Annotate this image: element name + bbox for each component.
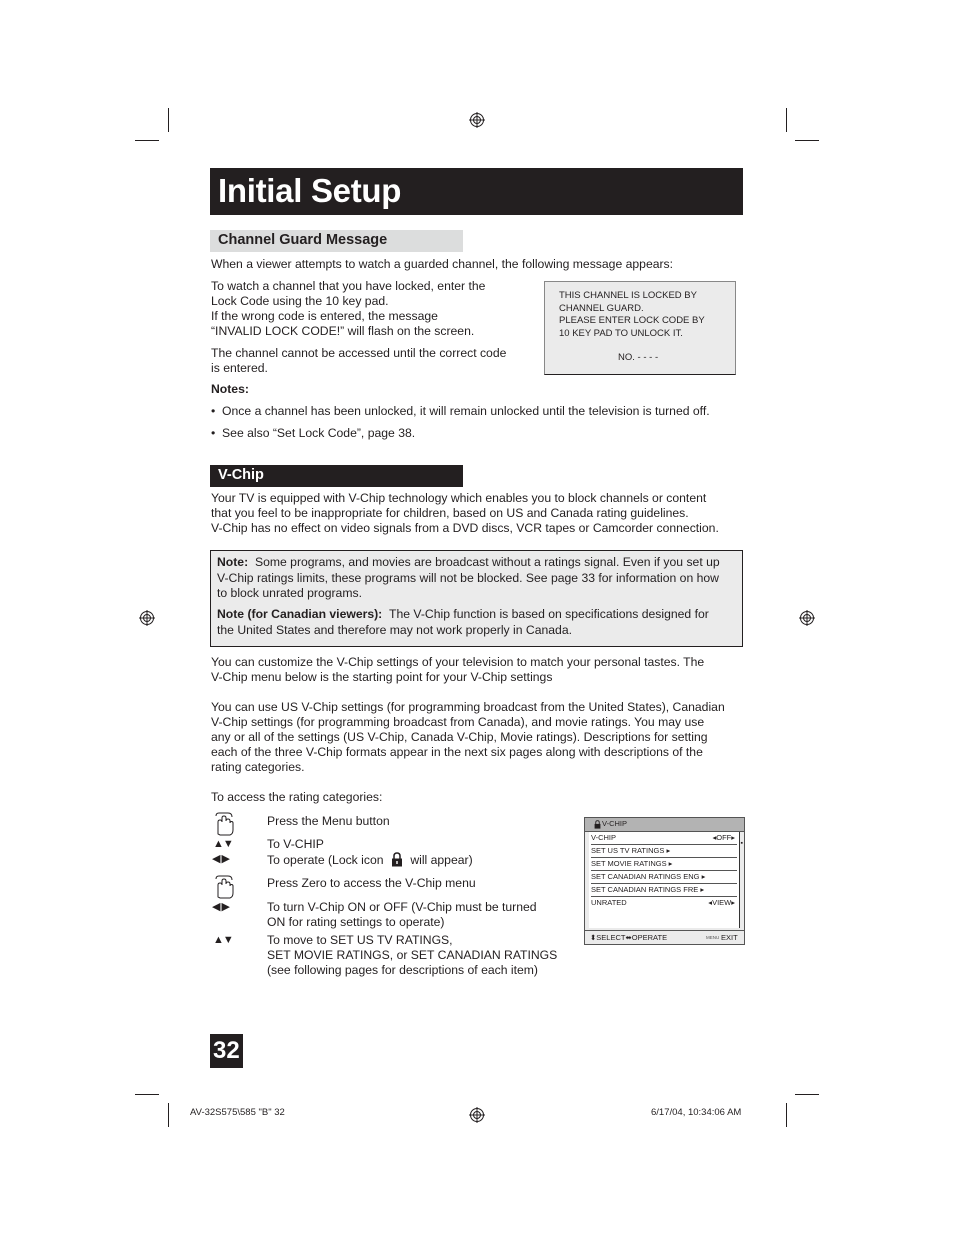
step-press-zero: Press Zero to access the V-Chip menu xyxy=(267,876,476,890)
up-down-arrows-icon: ▲▼ xyxy=(213,934,233,946)
crop-mark xyxy=(786,1103,787,1127)
text-line: To turn V-Chip ON or OFF (V-Chip must be turned xyxy=(267,900,537,914)
text-line: SET MOVIE RATINGS, or SET CANADIAN RATINGS xyxy=(267,948,558,962)
crop-mark xyxy=(168,108,169,132)
menu-item-value: ◂VIEW▸ xyxy=(708,898,735,907)
caret-right-icon: ▸ xyxy=(700,885,705,894)
cursor-pointer-icon: ▪ xyxy=(740,840,743,847)
crop-mark xyxy=(786,108,787,132)
access-label: To access the rating categories: xyxy=(211,790,383,804)
note-label: Note (for Canadian viewers): xyxy=(217,607,383,621)
menu-item-label: UNRATED xyxy=(591,898,627,907)
exit-hint: EXIT xyxy=(721,933,738,942)
menu-item-label: SET CANADIAN RATINGS FRE xyxy=(591,885,699,894)
text-line: is entered. xyxy=(211,361,268,375)
note-paragraph xyxy=(217,555,739,602)
vchip-intro xyxy=(211,491,719,536)
text-line: V-Chip settings (for programming broadcast from Canada), and movie ratings. You may use xyxy=(211,715,705,729)
note-box xyxy=(210,550,743,647)
section-heading-vchip xyxy=(210,465,463,487)
note-label: Note: xyxy=(217,555,249,569)
footer-timestamp: 6/17/04, 10:34:06 AM xyxy=(651,1107,742,1118)
text-line: (see following pages for descriptions of each item) xyxy=(267,963,538,977)
step-to-vchip: To V-CHIP xyxy=(267,837,324,851)
page-number: 32 xyxy=(213,1037,240,1064)
channel-guard-paragraph xyxy=(211,279,485,339)
text-line: V-Chip has no effect on video signals from a DVD discs, VCR tapes or Camcorder connection. xyxy=(211,521,719,535)
registration-mark-icon xyxy=(139,610,155,626)
text-line: that you feel to be inappropriate for children, based on US and Canada rating guidelines. xyxy=(211,506,689,520)
menu-item-set-canadian-ratings-eng[interactable] xyxy=(591,871,737,884)
step-press-menu: Press the Menu button xyxy=(267,814,390,828)
menu-item-label: V-CHIP xyxy=(591,833,617,842)
lock-icon xyxy=(594,820,601,829)
note-text: See also “Set Lock Code”, page 38. xyxy=(222,426,416,440)
crop-mark xyxy=(795,1094,819,1095)
caret-right-icon: ▸ xyxy=(666,846,671,855)
text-line: You can customize the V-Chip settings of your television to match your personal tastes. The xyxy=(211,655,705,669)
lock-icon xyxy=(391,852,403,867)
note-text: Once a channel has been unlocked, it will remain unlocked until the television is turned off. xyxy=(222,404,710,418)
select-hint: ⬍SELECT⬌OPERATE xyxy=(590,933,668,942)
menu-list xyxy=(589,832,743,928)
section-heading-text: V-Chip xyxy=(218,467,264,483)
note-canadian-paragraph xyxy=(217,607,739,638)
text-line: You can use US V-Chip settings (for programming broadcast from the United States), Canadian xyxy=(211,700,725,714)
remote-hand-icon xyxy=(213,812,235,836)
menu-item-label: SET US TV RATINGS xyxy=(591,846,665,855)
text-line: the United States and therefore may not work properly in Canada. xyxy=(217,622,572,637)
menu-key-icon: MENU xyxy=(706,935,720,940)
lock-number-field: NO. - - - - xyxy=(618,352,659,363)
page-title-bar xyxy=(210,168,743,215)
lock-message-line: PLEASE ENTER LOCK CODE BY xyxy=(559,315,705,326)
channel-guard-intro: When a viewer attempts to watch a guarded channel, the following message appears: xyxy=(211,257,674,271)
text-line: To move to SET US TV RATINGS, xyxy=(267,933,453,947)
text-line: V-Chip ratings limits, these programs will not be blocked. See page 33 for information on how xyxy=(217,570,719,585)
page-title: Initial Setup xyxy=(218,172,402,209)
menu-header xyxy=(585,818,744,832)
menu-item-label: SET MOVIE RATINGS xyxy=(591,859,667,868)
menu-item-value: ◂OFF▸ xyxy=(712,833,735,842)
lock-message-line: CHANNEL GUARD. xyxy=(559,302,644,314)
crop-mark xyxy=(135,1094,159,1095)
text-line: any or all of the settings (US V-Chip, Canada V-Chip, Movie ratings). Descriptions for setting xyxy=(211,730,708,744)
menu-item-unrated[interactable] xyxy=(591,897,737,909)
crop-mark xyxy=(135,140,159,141)
menu-item-set-movie-ratings[interactable] xyxy=(591,858,737,871)
value-text: OFF xyxy=(716,833,732,842)
vchip-paragraph xyxy=(211,655,704,685)
left-right-arrows-icon: ◀ ▶ xyxy=(212,853,229,865)
text-line: ON for rating settings to operate) xyxy=(267,915,445,929)
hint-text: OPERATE xyxy=(631,933,668,942)
value-text: VIEW xyxy=(712,898,732,907)
crop-mark xyxy=(795,140,819,141)
caret-right-icon: ▸ xyxy=(701,872,706,881)
text-line: rating categories. xyxy=(211,760,305,774)
channel-guard-paragraph xyxy=(211,346,506,376)
lock-message-line: 10 KEY PAD TO UNLOCK IT. xyxy=(559,327,683,339)
menu-footer xyxy=(585,930,744,944)
lock-message-line: THIS CHANNEL IS LOCKED BY xyxy=(559,290,697,301)
footer-file-info: AV-32S575\585 "B" 32 xyxy=(190,1107,285,1118)
step-move-ratings xyxy=(267,933,557,978)
lock-message-screen xyxy=(544,281,736,375)
menu-item-set-us-tv-ratings[interactable] xyxy=(591,845,737,858)
note-item: • Once a channel has been unlocked, it will remain unlocked until the television is turned off. xyxy=(211,404,710,418)
crop-mark xyxy=(168,1103,169,1127)
notes-label: Notes: xyxy=(211,382,249,396)
text-line: V-Chip menu below is the starting point for your V-Chip settings xyxy=(211,670,553,684)
menu-item-vchip[interactable] xyxy=(591,832,737,845)
up-down-arrows-icon: ▲▼ xyxy=(213,838,233,850)
menu-item-set-canadian-ratings-fre[interactable] xyxy=(591,884,737,897)
menu-title: V-CHIP xyxy=(602,819,628,828)
text-line: The V-Chip function is based on specifications designed for xyxy=(389,607,709,621)
text-line: To watch a channel that you have locked, enter the xyxy=(211,279,486,293)
text-line: If the wrong code is entered, the message xyxy=(211,309,438,323)
vchip-paragraph xyxy=(211,700,725,775)
page-number-box xyxy=(210,1034,243,1068)
note-item: • See also “Set Lock Code”, page 38. xyxy=(211,426,416,440)
hint-text: SELECT xyxy=(596,933,626,942)
text-line: “INVALID LOCK CODE!” will flash on the screen. xyxy=(211,324,475,338)
registration-mark-icon xyxy=(799,610,815,626)
remote-hand-icon xyxy=(213,875,235,899)
text-line: Your TV is equipped with V-Chip technology which enables you to block channels or content xyxy=(211,491,707,505)
text-line: The channel cannot be accessed until the correct code xyxy=(211,346,507,360)
menu-item-label: SET CANADIAN RATINGS ENG xyxy=(591,872,700,881)
text-line: each of the three V-Chip formats appear in the next six pages along with descriptions of the xyxy=(211,745,703,759)
text-line: To operate (Lock icon xyxy=(267,853,384,867)
section-heading-text: Channel Guard Message xyxy=(218,232,388,248)
section-heading-channel-guard xyxy=(210,230,463,252)
text-line: to block unrated programs. xyxy=(217,586,362,600)
text-line: will appear) xyxy=(410,853,473,867)
caret-right-icon: ▸ xyxy=(668,859,673,868)
registration-mark-icon xyxy=(469,112,485,128)
text-line: Lock Code using the 10 key pad. xyxy=(211,294,389,308)
registration-mark-icon xyxy=(469,1107,485,1123)
vchip-menu-screen xyxy=(584,817,745,945)
step-operate xyxy=(267,852,473,868)
step-turn-vchip xyxy=(267,900,537,930)
text-line: Some programs, and movies are broadcast without a ratings signal. Even if you set up xyxy=(254,555,720,569)
left-right-arrows-icon: ◀ ▶ xyxy=(212,901,229,913)
